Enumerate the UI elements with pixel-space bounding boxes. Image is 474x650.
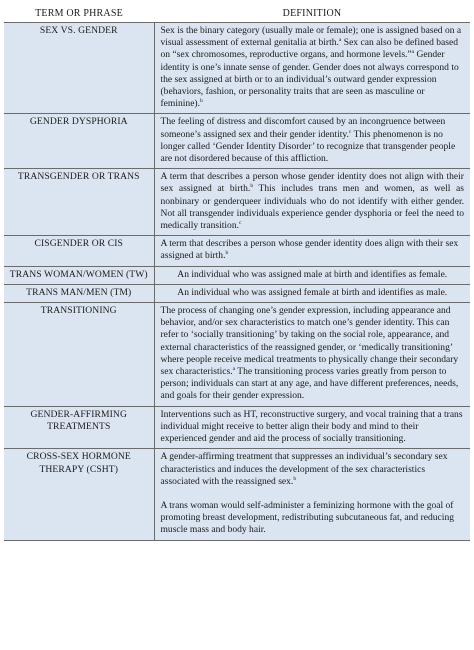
definition-text: A term that describes a person whose gender identity does not align with their sex assigned at birth. xyxy=(160,171,464,195)
definition-text: Sex can also be defined based on “sex chromosomes, reproductive organs, and hormone levels.” xyxy=(160,37,459,61)
table-row xyxy=(4,23,470,114)
column-header-term: TERM OR PHRASE xyxy=(4,4,154,23)
definition-paragraph xyxy=(161,238,465,262)
definition-text: This phenomenon is no longer called ‘Gender Identity Disorder’ to recognize that transgender people are not disordered because of this affliction. xyxy=(160,128,456,165)
definition-text: An individual who was assigned female at birth and identifies as male. xyxy=(177,286,448,298)
table-row xyxy=(4,169,470,236)
term-cell: GENDER DYSPHORIA xyxy=(4,114,154,169)
definition-cell xyxy=(154,23,470,114)
citation-superscript: b xyxy=(225,250,229,257)
citation-superscript: a xyxy=(411,49,415,56)
term-cell: TRANSITIONING xyxy=(4,303,154,407)
definition-text: Interventions such as HT, reconstructive surgery, and vocal training that a trans individual might receive to better align their body and mind to their experienced gender and aid the process of socially transitioning. xyxy=(160,408,463,445)
definition-cell xyxy=(154,284,470,302)
citation-superscript: a xyxy=(232,365,236,372)
citation-superscript: c xyxy=(348,128,352,135)
definition-paragraph xyxy=(161,451,465,488)
definition-cell xyxy=(154,236,470,266)
definition-text: Sex is the binary category (usually male or female); one is assigned based on a visual assessment of external genitalia at birth. xyxy=(160,25,462,49)
term-cell: TRANS WOMAN/WOMEN (TW) xyxy=(4,266,154,284)
definition-paragraph xyxy=(161,25,465,110)
definition-paragraph xyxy=(161,171,465,232)
glossary-page xyxy=(4,4,470,541)
definition-text: A gender-affirming treatment that suppresses an individual’s secondary sex characteristics and induces the development of the sex characteristics associated with the reassigned sex. xyxy=(160,451,448,487)
definition-cell xyxy=(154,449,470,540)
definition-text: A trans woman would self-administer a feminizing hormone with the goal of promoting breast development, redistributing subcutaneous fat, and reducing muscle mass and body hair. xyxy=(160,499,454,536)
definition-cell xyxy=(154,169,470,236)
table-row xyxy=(4,236,470,266)
citation-superscript: c xyxy=(238,219,242,226)
definition-text: The transitioning process varies greatly from person to person; individuals can start at any age, and have different preferences, needs, and goals for their gender expression. xyxy=(160,366,459,402)
term-cell: TRANSGENDER OR TRANS xyxy=(4,169,154,236)
definition-cell xyxy=(154,266,470,284)
table-row xyxy=(4,449,470,540)
definition-text: The feeling of distress and discomfort caused by an incongruence between someone’s assigned sex and their gender identity. xyxy=(160,116,446,140)
term-cell: TRANS MAN/MEN (TM) xyxy=(4,284,154,302)
terminology-table xyxy=(4,4,470,541)
table-row xyxy=(4,114,470,169)
definition-cell xyxy=(154,406,470,449)
definition-paragraph xyxy=(161,287,465,299)
definition-text: This includes trans men and women, as well as nonbinary or genderqueer individuals who do not identify with either gender. Not all transgender individuals experience gender dysphoria or feel the need to medically transition. xyxy=(160,183,464,232)
definition-text: Gender identity is one’s innate sense of gender. Gender does not always correspond to the sex assigned at birth or to an individual’s outward gender expression (behaviors, fashion, or personality traits that are seen as masculine or feminine). xyxy=(160,49,459,110)
definition-paragraph xyxy=(161,500,465,537)
definition-text: An individual who was assigned male at birth and identifies as female. xyxy=(177,268,448,280)
definition-text: A term that describes a person whose gender identity does align with their sex assigned at birth. xyxy=(160,238,459,262)
citation-superscript: b xyxy=(250,183,254,190)
table-header-row xyxy=(4,4,470,23)
table-row xyxy=(4,406,470,449)
definition-text: The process of changing one’s gender expression, including appearance and behavior, and/or sex characteristics to match one’s gender identity. This can refer to ‘socially transitioning’ by taking on the social role, appearance, and external characteristics of the reassigned gender, or ‘medically transitioning’ where people receive medical treatments to physically change their secondary sex characteristics. xyxy=(160,305,459,378)
citation-superscript: b xyxy=(293,475,297,482)
term-cell: CROSS-SEX HORMONE THERAPY (CSHT) xyxy=(4,449,154,540)
term-cell: GENDER-AFFIRMING TREATMENTS xyxy=(4,406,154,449)
term-cell: CISGENDER OR CIS xyxy=(4,236,154,266)
definition-paragraph xyxy=(161,409,465,446)
term-cell: SEX VS. GENDER xyxy=(4,23,154,114)
definition-cell xyxy=(154,114,470,169)
citation-superscript: b xyxy=(200,98,203,105)
definition-paragraph xyxy=(161,269,465,281)
definition-paragraph xyxy=(161,116,465,165)
column-header-definition: DEFINITION xyxy=(154,4,470,23)
table-row xyxy=(4,303,470,407)
table-body xyxy=(4,23,470,541)
definition-cell xyxy=(154,303,470,407)
table-row xyxy=(4,266,470,284)
definition-paragraph xyxy=(161,305,465,403)
table-row xyxy=(4,284,470,302)
citation-superscript: a xyxy=(338,37,342,44)
